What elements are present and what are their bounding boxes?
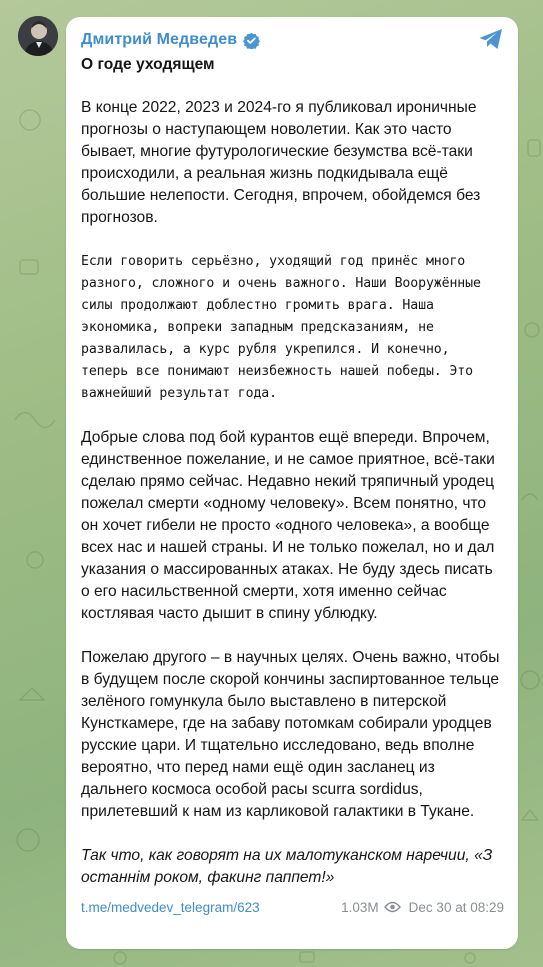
post-link[interactable]: t.me/medvedev_telegram/623 (81, 899, 260, 915)
verified-badge-icon (243, 32, 260, 49)
message-footer (81, 895, 504, 919)
post-title: О годе уходящем (81, 56, 215, 73)
post-paragraph: Добрые слова под бой курантов ещё впереди. Впрочем, единственное пожелание, и не самое приятное, всё-таки сделаю прямо сейчас. Недавно некий тряпичный уродец пожелал смерти «одному человеку». Всем понятно, что он хочет гибели не просто «одного человека», а вообще всех нас и нашей страны. И не только пожелал, но и дал указания о массированных атаках. Не буду здесь писать о его насильственной смерти, хотя именно сейчас костлявая часто дышит в спину ублюдку. (81, 429, 495, 622)
channel-name[interactable]: Дмитрий Медведев (81, 31, 238, 48)
view-count: 1.03M (341, 899, 379, 915)
post-paragraph-monospace: Если говорить серьёзно, уходящий год принёс много разного, сложного и очень важного. Наши Вооружённые силы продолжают доблестно громить врага. Наша экономика, вопреки западным предсказаниям, не развалилась, а курс рубля укрепился. И конечно, теперь все понимают неизбежность нашей победы. Это важнейший результат года. (81, 254, 481, 401)
post-paragraph: Пожелаю другого – в научных целях. Очень важно, чтобы в будущем после скорой кончины заспиртованное тельце зелёного гомункула было выставлено в питерской Кунсткамере, где на забаву потомкам собирали уродцев русские цари. И тщательно исследовано, ведь вполне вероятно, что перед нами ещё один засланец из дальнего космоса особой расы scurra sordidus, прилетевший к нам из карликовой галактики в Тукане. (81, 649, 500, 820)
message-header (81, 29, 504, 51)
avatar-portrait-icon (18, 16, 58, 56)
post-paragraph: В конце 2022, 2023 и 2024-го я публиковал ироничные прогнозы о наступающем новолетии. Как это часто бывает, многие футурологические безумства всё-таки происходили, а реальная жизнь подкидывала ещё большие нелепости. Сегодня, впрочем, обойдемся без прогнозов. (81, 99, 481, 226)
eye-icon (384, 901, 401, 913)
message-meta (341, 900, 504, 915)
message-timestamp: Dec 30 at 08:29 (408, 899, 504, 915)
post-paragraph-italic: Так что, как говорят на их малотуканском наречии, «З останнім роком, факинг паппет!» (81, 847, 493, 886)
channel-avatar[interactable] (18, 16, 58, 56)
telegram-share-icon[interactable] (478, 27, 504, 51)
message-card (66, 17, 518, 949)
